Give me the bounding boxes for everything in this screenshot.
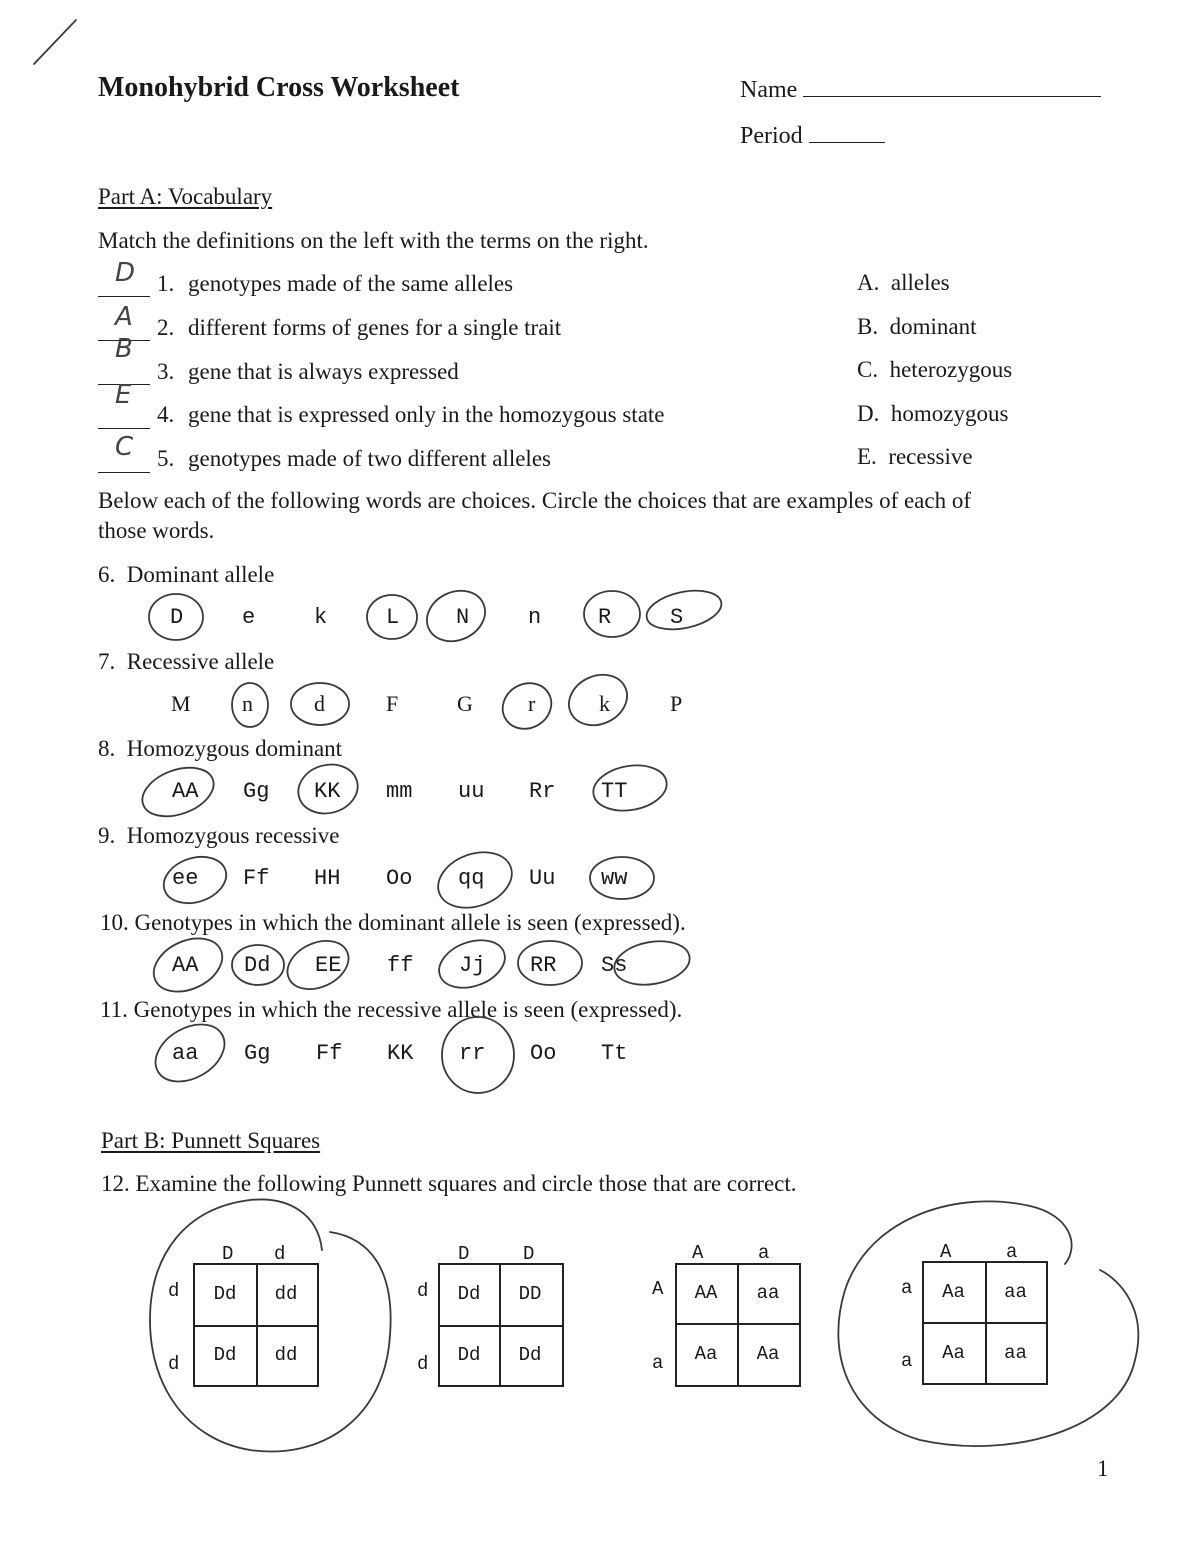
top-allele: d: [274, 1243, 286, 1265]
term-letter: D.: [857, 401, 880, 426]
choice[interactable]: M: [171, 691, 191, 716]
punnett-cell: AA: [694, 1282, 718, 1304]
side-allele: A: [652, 1278, 664, 1300]
term-item: [857, 270, 950, 296]
choices-instructions-line-1: Below each of the following words are choices. Circle the choices that are examples of each of: [98, 488, 972, 513]
side-allele: a: [901, 1277, 913, 1299]
choice[interactable]: ee: [172, 866, 199, 891]
choice[interactable]: KK: [314, 779, 341, 804]
choice[interactable]: ww: [601, 866, 628, 891]
definition-text: gene that is always expressed: [188, 359, 459, 384]
term-text: recessive: [888, 444, 973, 469]
top-allele: D: [222, 1243, 234, 1265]
choice-circle: [561, 666, 636, 735]
choices-instructions-line-2: those words.: [98, 518, 215, 543]
choice[interactable]: k: [599, 691, 610, 716]
definition-text: genotypes made of two different alleles: [188, 446, 551, 471]
punnett-cell: aa: [756, 1282, 780, 1304]
top-allele: A: [940, 1241, 952, 1263]
choice[interactable]: S: [670, 605, 684, 630]
definition-number: 2.: [157, 315, 175, 340]
name-blank[interactable]: [803, 76, 1101, 97]
name-field[interactable]: [740, 76, 1101, 104]
choice[interactable]: Uu: [529, 866, 556, 891]
definition-text: different forms of genes for a single trait: [188, 315, 562, 340]
choice[interactable]: Gg: [243, 779, 270, 804]
side-allele: d: [417, 1353, 429, 1375]
punnett-cell: Aa: [694, 1343, 718, 1365]
choice[interactable]: n: [242, 691, 253, 716]
pencil-slash-mark: [34, 20, 76, 64]
top-allele: a: [758, 1242, 770, 1264]
choice[interactable]: uu: [458, 779, 485, 804]
punnett-cell: Dd: [213, 1283, 237, 1305]
question-11-label: 11. Genotypes in which the recessive allele is seen (expressed).: [100, 997, 683, 1022]
choice[interactable]: KK: [387, 1041, 414, 1066]
choice[interactable]: Ff: [243, 866, 270, 891]
choice[interactable]: TT: [601, 779, 628, 804]
handwritten-answer: A: [115, 302, 133, 332]
handwritten-answer: C: [115, 432, 134, 462]
question-7-label: 7. Recessive allele: [98, 649, 275, 674]
choice[interactable]: D: [170, 605, 184, 630]
choice[interactable]: aa: [172, 1041, 199, 1066]
choice[interactable]: RR: [530, 953, 557, 978]
term-item: [857, 401, 1008, 427]
name-label: Name: [740, 77, 798, 103]
choice[interactable]: N: [456, 605, 470, 630]
punnett-cell: Dd: [457, 1344, 481, 1366]
side-allele: a: [652, 1352, 664, 1374]
choice-circle: [584, 591, 640, 637]
top-allele: a: [1006, 1241, 1018, 1263]
punnett-cell: Aa: [942, 1280, 965, 1303]
choice-circle: [494, 674, 559, 737]
choice[interactable]: Gg: [244, 1041, 271, 1066]
part-b-heading: Part B: Punnett Squares: [101, 1128, 321, 1153]
term-item: [857, 444, 973, 470]
choice[interactable]: Dd: [244, 953, 271, 978]
part-a-heading: Part A: Vocabulary: [98, 184, 273, 209]
term-text: dominant: [889, 314, 977, 339]
choice[interactable]: k: [314, 605, 328, 630]
question-6-label: 6. Dominant allele: [98, 562, 275, 587]
term-item: [857, 314, 976, 340]
question-12-text: 12. Examine the following Punnett squares and circle those that are correct.: [101, 1171, 797, 1196]
choice[interactable]: Oo: [386, 866, 413, 891]
choice[interactable]: HH: [314, 866, 341, 891]
definition-number: 3.: [157, 359, 175, 384]
choice-circle: [643, 584, 725, 635]
punnett-cell: aa: [1004, 1280, 1027, 1303]
handwritten-answer: D: [115, 258, 136, 288]
term-text: homozygous: [890, 401, 1009, 426]
page-number: 1: [1097, 1456, 1109, 1481]
punnett-cell: Dd: [213, 1344, 237, 1366]
punnett-cell: dd: [274, 1344, 298, 1366]
choice[interactable]: R: [598, 605, 612, 630]
choice[interactable]: mm: [386, 779, 413, 804]
choice[interactable]: AA: [172, 779, 199, 804]
top-allele: A: [692, 1242, 704, 1264]
definition-text: gene that is expressed only in the homozygous state: [188, 402, 665, 427]
period-field[interactable]: [740, 122, 885, 150]
term-letter: A.: [857, 270, 880, 295]
choice[interactable]: d: [314, 691, 325, 716]
top-allele: D: [523, 1243, 535, 1265]
punnett-cell: dd: [274, 1283, 298, 1305]
choice[interactable]: r: [528, 691, 536, 716]
choice[interactable]: EE: [315, 953, 342, 978]
handwritten-answer: E: [115, 380, 132, 410]
definition-number: 4.: [157, 402, 175, 427]
punnett-cell: Dd: [518, 1344, 542, 1366]
question-9-label: 9. Homozygous recessive: [98, 823, 340, 848]
part-a-instructions: Match the definitions on the left with the terms on the right.: [98, 228, 649, 253]
punnett-cell: aa: [1004, 1341, 1027, 1364]
choice[interactable]: Rr: [529, 779, 556, 804]
term-item: [857, 357, 1012, 383]
side-allele: d: [417, 1280, 429, 1302]
term-text: alleles: [890, 270, 950, 295]
side-allele: d: [168, 1280, 180, 1302]
question-8-label: 8. Homozygous dominant: [98, 736, 343, 761]
side-allele: a: [901, 1350, 913, 1372]
question-10-label: 10. Genotypes in which the dominant allele is seen (expressed).: [100, 910, 686, 935]
term-text: heterozygous: [889, 357, 1013, 382]
punnett-cell: Aa: [942, 1341, 965, 1364]
choice[interactable]: qq: [458, 866, 485, 891]
definition-number: 5.: [157, 446, 175, 471]
choice[interactable]: e: [242, 605, 256, 630]
side-allele: d: [168, 1353, 180, 1375]
choice[interactable]: Ss: [601, 953, 628, 978]
choice[interactable]: rr: [459, 1041, 486, 1066]
choice[interactable]: G: [457, 691, 473, 716]
definition-number: 1.: [157, 271, 175, 296]
top-allele: D: [458, 1243, 470, 1265]
choice[interactable]: P: [670, 691, 683, 716]
choice[interactable]: n: [528, 605, 542, 630]
punnett-cell: Aa: [756, 1343, 780, 1365]
punnett-cell: Dd: [457, 1283, 481, 1305]
handwritten-answer: B: [115, 334, 133, 364]
choice[interactable]: Oo: [530, 1041, 557, 1066]
definition-text: genotypes made of the same alleles: [188, 271, 514, 296]
term-letter: B.: [857, 314, 879, 339]
choice[interactable]: F: [386, 691, 399, 716]
choice[interactable]: AA: [172, 953, 199, 978]
term-letter: C.: [857, 357, 879, 382]
choice[interactable]: ff: [387, 953, 414, 978]
term-letter: E.: [857, 444, 877, 469]
punnett-cell: DD: [518, 1283, 542, 1305]
choice[interactable]: Tt: [601, 1041, 628, 1066]
worksheet-title: Monohybrid Cross Worksheet: [98, 72, 460, 103]
period-blank[interactable]: [809, 122, 885, 143]
choice[interactable]: Ff: [316, 1041, 343, 1066]
choice[interactable]: Jj: [459, 953, 486, 978]
choice[interactable]: L: [386, 605, 400, 630]
period-label: Period: [740, 123, 803, 149]
